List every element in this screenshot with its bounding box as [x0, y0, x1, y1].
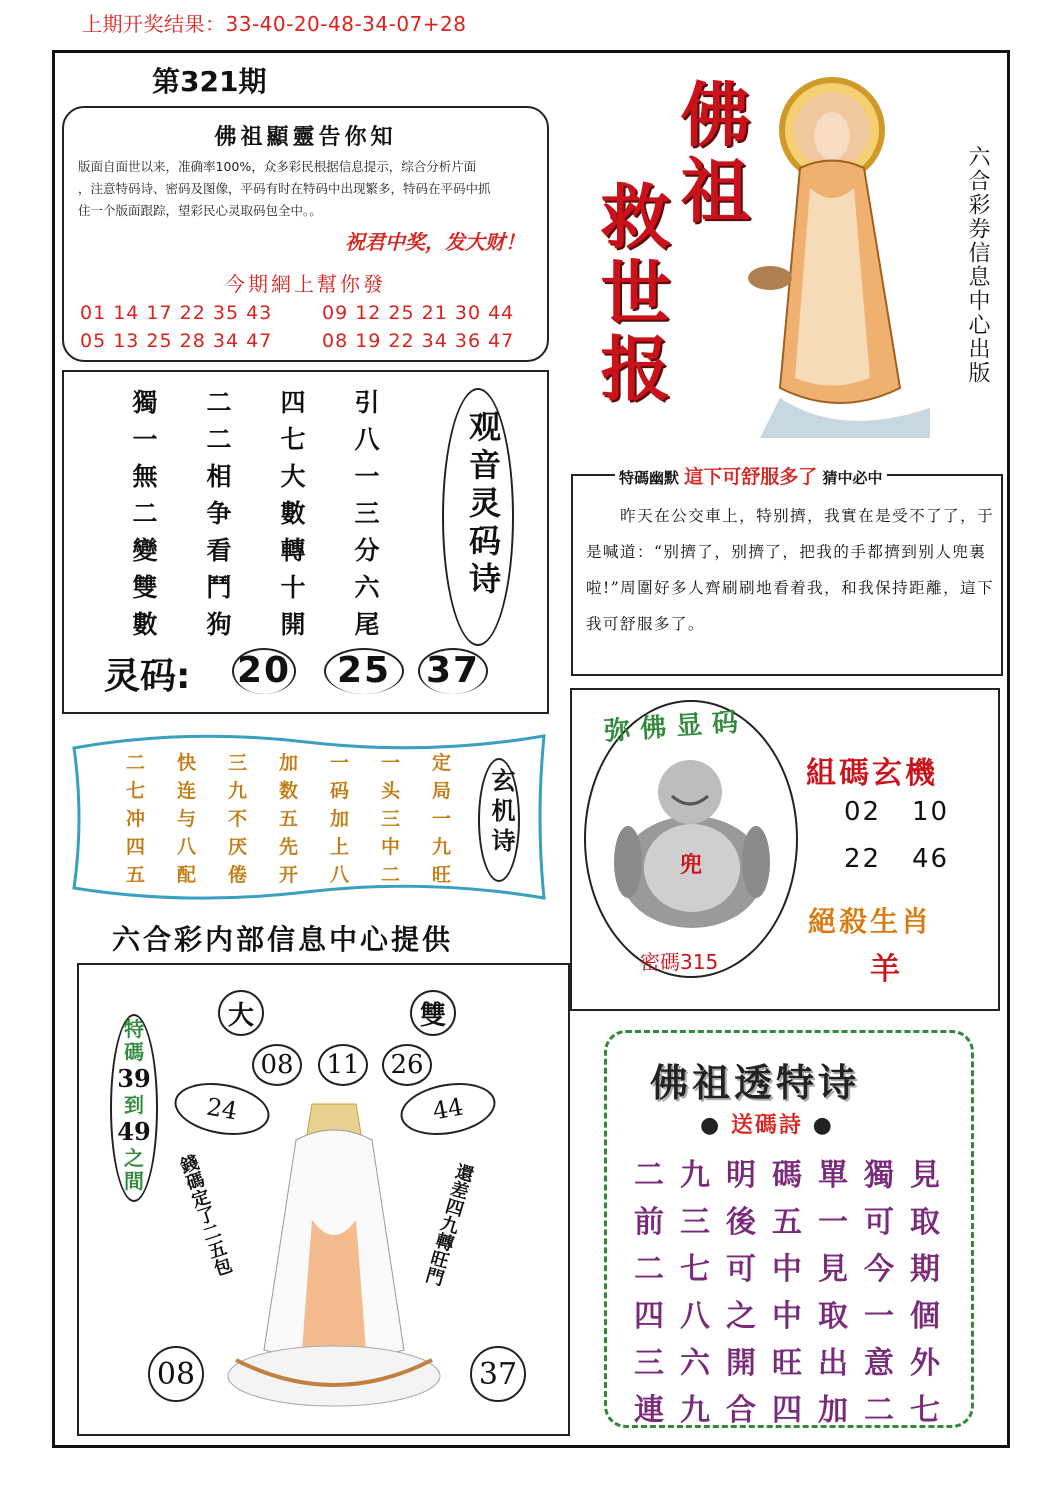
poem-char: 三	[380, 808, 400, 830]
notice-line: 版面自面世以来，准确率100%，众多彩民根据信息提示，综合分析片面	[78, 159, 477, 174]
poem-char: 狗	[206, 610, 232, 639]
poem-char: 二	[634, 1158, 664, 1193]
poem-char: 可	[726, 1252, 756, 1287]
lingma-label: 灵码:	[104, 656, 191, 697]
poem-char: 二	[380, 864, 400, 886]
poem-char: 头	[380, 780, 400, 802]
poem-char: 八	[354, 425, 380, 454]
poem-char: 雙	[132, 573, 158, 602]
poem-char: 七	[280, 425, 306, 454]
poem-char: 意	[864, 1346, 894, 1381]
poem-char: 三	[227, 752, 247, 774]
poem-char: 二	[864, 1393, 894, 1428]
poem-char: 數	[132, 610, 158, 639]
poem-char: 局	[431, 780, 451, 802]
poem-char: 冲	[125, 808, 145, 830]
poem-char: 可	[864, 1205, 894, 1240]
buddha-code: 密碼315	[640, 950, 719, 974]
title-line2: 救世报	[589, 180, 672, 408]
poem-char: 連	[634, 1393, 664, 1428]
tema-tail: 之	[124, 1146, 144, 1170]
poem-char: 變	[132, 536, 158, 565]
poem-char: 五	[278, 808, 298, 830]
poem-char: 合	[726, 1393, 756, 1428]
notice-slogan: 祝君中奖，发大财！	[345, 230, 525, 254]
poem-char: 大	[280, 462, 306, 491]
buddha-belly-char: 兜	[680, 852, 703, 878]
jisha-title: 絕殺生肖	[808, 905, 933, 938]
poem-char: 七	[680, 1252, 710, 1287]
notice-text	[78, 156, 537, 222]
notice-line: 住一个版面跟踪，望彩民心灵取码包全中。。	[78, 203, 322, 218]
poem-char: 十	[280, 573, 306, 602]
jisha-value: 羊	[870, 952, 900, 987]
xuanji-poem-grid	[110, 748, 467, 888]
poem-char: 二	[634, 1252, 664, 1287]
last-result: 上期开奖结果：33-40-20-48-34-07+28	[82, 12, 467, 36]
tete-poem-subtitle	[700, 1108, 834, 1139]
joke-title	[615, 462, 887, 489]
poem-char: 後	[726, 1205, 756, 1240]
top-number-circle: 08	[252, 1044, 302, 1086]
guanyin-poem-label: 观音灵码诗	[464, 410, 502, 600]
provider-text: 六合彩内部信息中心提供	[112, 923, 454, 956]
poem-char: 開	[726, 1346, 756, 1381]
poem-char: 九	[227, 780, 247, 802]
poem-char: 五	[125, 864, 145, 886]
poem-char: 三	[680, 1205, 710, 1240]
poem-char: 加	[818, 1393, 848, 1428]
right-verse: 還差四九轉旺門	[421, 1160, 477, 1288]
poem-char: 一	[818, 1205, 848, 1240]
poem-char: 不	[227, 808, 247, 830]
poem-char: 取	[818, 1299, 848, 1334]
poem-char: 三	[634, 1346, 664, 1381]
poem-char: 二	[206, 388, 232, 417]
poem-char: 出	[818, 1346, 848, 1381]
poem-char: 二	[206, 425, 232, 454]
poem-char: 定	[431, 752, 451, 774]
bottom-number-circle: 37	[470, 1346, 526, 1402]
poem-char: 分	[354, 536, 380, 565]
zuma-number: 22	[844, 844, 882, 874]
poem-char: 四	[280, 388, 306, 417]
tema-from: 39	[117, 1064, 151, 1093]
poem-char: 数	[278, 780, 298, 802]
poem-char: 一	[864, 1299, 894, 1334]
poem-char: 加	[278, 752, 298, 774]
poem-char: 码	[329, 780, 349, 802]
poem-char: 九	[680, 1393, 710, 1428]
poem-char: 旺	[431, 864, 451, 886]
joke-title-prefix: 特碼幽默	[619, 469, 680, 487]
buddha-image	[606, 752, 778, 932]
poem-char: 快	[176, 752, 196, 774]
top-number-circle: 11	[318, 1044, 368, 1086]
title-line1: 佛祖	[669, 78, 752, 230]
poem-char: 与	[176, 808, 196, 830]
zuma-title: 組碼玄機	[806, 756, 938, 791]
zuma-number: 10	[912, 797, 950, 827]
side-publisher-text: 六合彩券信息中心出版	[965, 145, 990, 385]
numbers-left-1: 01 14 17 22 35 43	[80, 302, 273, 324]
poem-char: 外	[910, 1346, 940, 1381]
poem-char: 六	[354, 573, 380, 602]
zuma-number: 46	[912, 844, 950, 874]
poem-char: 二	[125, 752, 145, 774]
poem-char: 开	[278, 864, 298, 886]
poem-char: 四	[772, 1393, 802, 1428]
side-number-oval: 44	[396, 1076, 499, 1142]
poem-char: 四	[125, 836, 145, 858]
tema-tail: 間	[124, 1169, 144, 1193]
poem-char: 七	[910, 1393, 940, 1428]
lingma-number: 25	[324, 648, 404, 694]
bottom-number-circle: 08	[148, 1346, 204, 1402]
numbers-right-1: 09 12 25 21 30 44	[322, 302, 515, 324]
notice-subtitle: 今期網上幫你發	[225, 272, 386, 296]
poem-char: 六	[680, 1346, 710, 1381]
poem-char: 四	[634, 1299, 664, 1334]
tete-poem-grid	[626, 1150, 948, 1432]
tema-label: 特	[124, 1017, 144, 1041]
guanyin-seated-image	[226, 1100, 444, 1412]
poem-char: 鬥	[206, 573, 232, 602]
tema-label: 碼	[124, 1040, 144, 1064]
side-number-oval: 24	[170, 1076, 273, 1142]
tema-to: 49	[117, 1117, 151, 1146]
poem-char: 七	[125, 780, 145, 802]
tete-poem-title: 佛祖透特诗	[650, 1060, 861, 1105]
poem-char: 期	[910, 1252, 940, 1287]
poem-char: 獨	[132, 388, 158, 417]
poem-char: 尾	[354, 610, 380, 639]
poem-char: 配	[176, 864, 196, 886]
poem-char: 连	[176, 780, 196, 802]
poem-char: 八	[680, 1299, 710, 1334]
poem-char: 二	[132, 499, 158, 528]
guanyin-poem-grid	[108, 383, 404, 642]
poem-char: 加	[329, 808, 349, 830]
shuang-circle: 雙	[410, 990, 456, 1036]
poem-char: 數	[280, 499, 306, 528]
poem-char: 碼	[772, 1158, 802, 1193]
poem-char: 相	[206, 462, 232, 491]
poem-char: 見	[818, 1252, 848, 1287]
poem-char: 單	[818, 1158, 848, 1193]
bullet-icon: ●	[812, 1112, 834, 1138]
poem-char: 今	[864, 1252, 894, 1287]
poem-char: 三	[354, 499, 380, 528]
numbers-left-2: 05 13 25 28 34 47	[80, 330, 273, 352]
poem-char: 中	[380, 836, 400, 858]
issue-number: 第321期	[152, 65, 267, 98]
poem-char: 倦	[227, 864, 247, 886]
xuanji-label: 玄机诗	[487, 768, 516, 858]
zuma-number: 02	[844, 797, 882, 827]
da-circle: 大	[218, 990, 264, 1036]
bullet-icon: ●	[700, 1112, 722, 1138]
tete-poem-subtitle-text: 送碼詩	[730, 1112, 803, 1138]
poem-char: 前	[634, 1205, 664, 1240]
joke-title-suffix: 猜中必中	[822, 469, 883, 487]
poem-char: 厌	[227, 836, 247, 858]
poem-char: 一	[354, 462, 380, 491]
poem-char: 争	[206, 499, 232, 528]
poem-char: 一	[329, 752, 349, 774]
poem-char: 中	[772, 1299, 802, 1334]
poem-char: 一	[132, 425, 158, 454]
lingma-number: 20	[232, 648, 296, 694]
poem-char: 之	[726, 1299, 756, 1334]
poem-char: 獨	[864, 1158, 894, 1193]
poem-char: 一	[380, 752, 400, 774]
poem-char: 八	[329, 864, 349, 886]
poem-char: 上	[329, 836, 349, 858]
lingma-number: 37	[418, 648, 488, 694]
poem-char: 無	[132, 462, 158, 491]
tema-to-char: 到	[124, 1093, 144, 1117]
poem-char: 個	[910, 1299, 940, 1334]
poem-char: 九	[680, 1158, 710, 1193]
left-verse: 錢碼定了二五包	[175, 1152, 235, 1279]
poem-char: 轉	[280, 536, 306, 565]
poem-char: 開	[280, 610, 306, 639]
poem-char: 九	[431, 836, 451, 858]
poem-char: 見	[910, 1158, 940, 1193]
joke-title-highlight: 這下可舒服多了	[684, 466, 818, 488]
poem-char: 看	[206, 536, 232, 565]
poem-char: 引	[354, 388, 380, 417]
poem-char: 旺	[772, 1346, 802, 1381]
buddha-arc-label: 弥佛显码	[603, 707, 750, 747]
tema-text	[114, 1018, 154, 1193]
top-number-circle: 26	[382, 1044, 432, 1086]
notice-line: ，注意特码诗、密码及图像，平码有时在特码中出现繁多，特码在平码中抓	[78, 181, 491, 196]
numbers-right-2: 08 19 22 34 36 47	[322, 330, 515, 352]
poem-char: 明	[726, 1158, 756, 1193]
poem-char: 取	[910, 1205, 940, 1240]
poem-char: 五	[772, 1205, 802, 1240]
poem-char: 八	[176, 836, 196, 858]
notice-box	[62, 106, 549, 362]
joke-text: 昨天在公交車上，特别擠，我實在是受不了了，于是喊道：“别擠了，别擠了，把我的手都擠到别人兜裏啦!”周圍好多人齊刷刷地看着我，和我保持距離，這下我可舒服多了。	[586, 507, 995, 633]
notice-title: 佛祖顯靈告你知	[214, 124, 397, 150]
poem-char: 先	[278, 836, 298, 858]
guanyin-standing-image	[740, 58, 950, 438]
poem-char: 中	[772, 1252, 802, 1287]
poem-char: 一	[431, 808, 451, 830]
